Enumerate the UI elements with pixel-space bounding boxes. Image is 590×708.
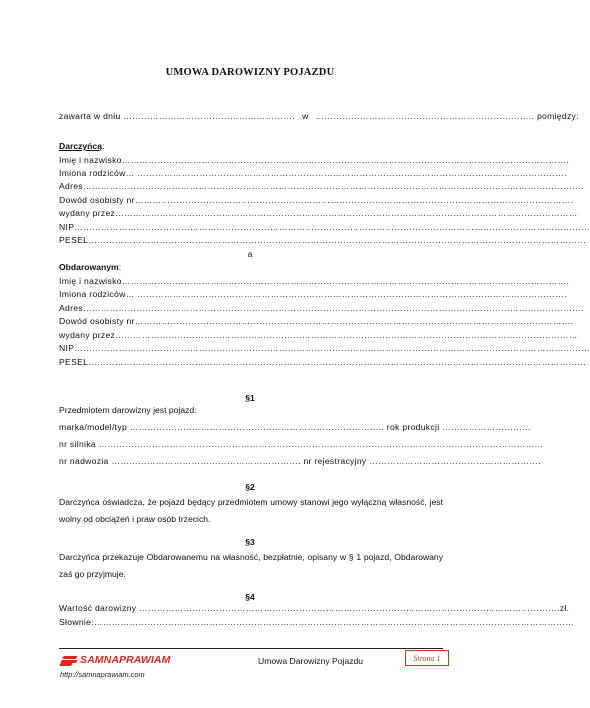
donor-heading-colon: : [102,141,105,151]
intro-date-field: zawarta w dniu …………………………………………………. [59,111,295,121]
section-3-heading: §3 [245,537,255,547]
section-1-make-model: marka/model/typ ………………………………………………………………………….. rok produkcji ………………………… [59,422,532,432]
conjunction-a: a [247,249,253,259]
intro-place-field: ……………………………………………………………….. pomiędzy: [315,111,579,121]
samnaprawiam-logo[interactable] [60,653,170,667]
donor-field-id: Dowód osobisty nr…………………………………………………………………………………………………………………………………. [59,195,574,205]
section-4-in-words: Słownie:……………………………………………………………………………………………………………………………………………… [59,617,575,627]
footer-url-link[interactable]: http://samnaprawiam.com [60,670,145,679]
speed-lines-icon [60,655,78,665]
section-1-engine-number: nr silnika …………………………………………………………………………………………………………………………………… [59,439,544,449]
page-number-badge: Strona 1 [405,650,449,666]
recipient-heading-colon: : [118,262,122,272]
recipient-field-address: Adres……………………………………………………………………………………………………………………………………………………. [59,303,584,313]
donor-field-address: Adres……………………………………………………………………………………………………………………………………………………. [59,181,584,191]
recipient-field-nip: NIP………………………………………………………………………………………………………………………………………………………… [59,343,590,353]
section-1-chassis-registration: nr nadwozia ………………………………………………………. nr rejestracyjny …………………………………………………. [59,456,541,466]
recipient-heading-label: Obdarowanym [59,262,119,272]
footer-document-name: Umowa Darowizny Pojazdu [258,656,364,666]
donor-field-pesel: PESEL…………………………………………………………………………………………………………………………………………………… [59,235,587,245]
recipient-heading [59,262,444,273]
donor-heading-label: Darczyńcą [59,141,102,151]
section-2-heading: §2 [245,482,255,492]
intro-w: w [302,111,309,121]
section-3-text: Darczyńca przekazuje Obdarowanemu na własność, bezpłatnie, opisany w § 1 pojazd, Obdarowany zaś go przyjmuje. [59,552,443,579]
logo-text-sam: SAM [80,654,104,666]
recipient-field-pesel: PESEL…………………………………………………………………………………………………………………………………………………… [59,357,587,367]
section-1-subject: Przedmiotem darowizny jest pojazd: [59,405,197,415]
section-4-value: Wartość darowizny …………………………………………………………………………………………………………………………….zł. [59,603,570,613]
document-title: UMOWA DAROWIZNY POJAZDU [165,67,335,78]
donor-field-parents: Imiona rodziców… ………………………………………………………………………………………………………………………………. [59,168,567,178]
donor-field-nip: NIP………………………………………………………………………………………………………………………………………………………… [59,222,590,232]
logo-text-naprawiam: NAPRAWIAM [103,654,171,666]
donor-field-name: Imię i nazwisko……………………………………………………………………………………………………………………………………. [59,155,570,165]
footer-divider [59,648,443,649]
section-2-text: Darczyńca oświadcza, że pojazd będący przedmiotem umowy stanowi jego wyłączną własność, jest wolny od obciążeń i praw osób trzecich. [59,497,443,524]
recipient-field-parents: Imiona rodziców… ………………………………………………………………………………………………………………………………. [59,289,567,299]
section-1-heading: §1 [245,393,255,403]
section-4-heading: §4 [245,592,255,602]
recipient-field-name: Imię i nazwisko……………………………………………………………………………………………………………………………………. [59,276,570,286]
intro-line [59,111,579,122]
donor-heading [59,141,444,152]
recipient-field-id: Dowód osobisty nr…………………………………………………………………………………………………………………………………. [59,316,574,326]
donor-field-issued-by: wydany przez………………………………………………………………………………………………………………………………………… [59,208,578,218]
recipient-field-issued-by: wydany przez………………………………………………………………………………………………………………………………………… [59,330,578,340]
